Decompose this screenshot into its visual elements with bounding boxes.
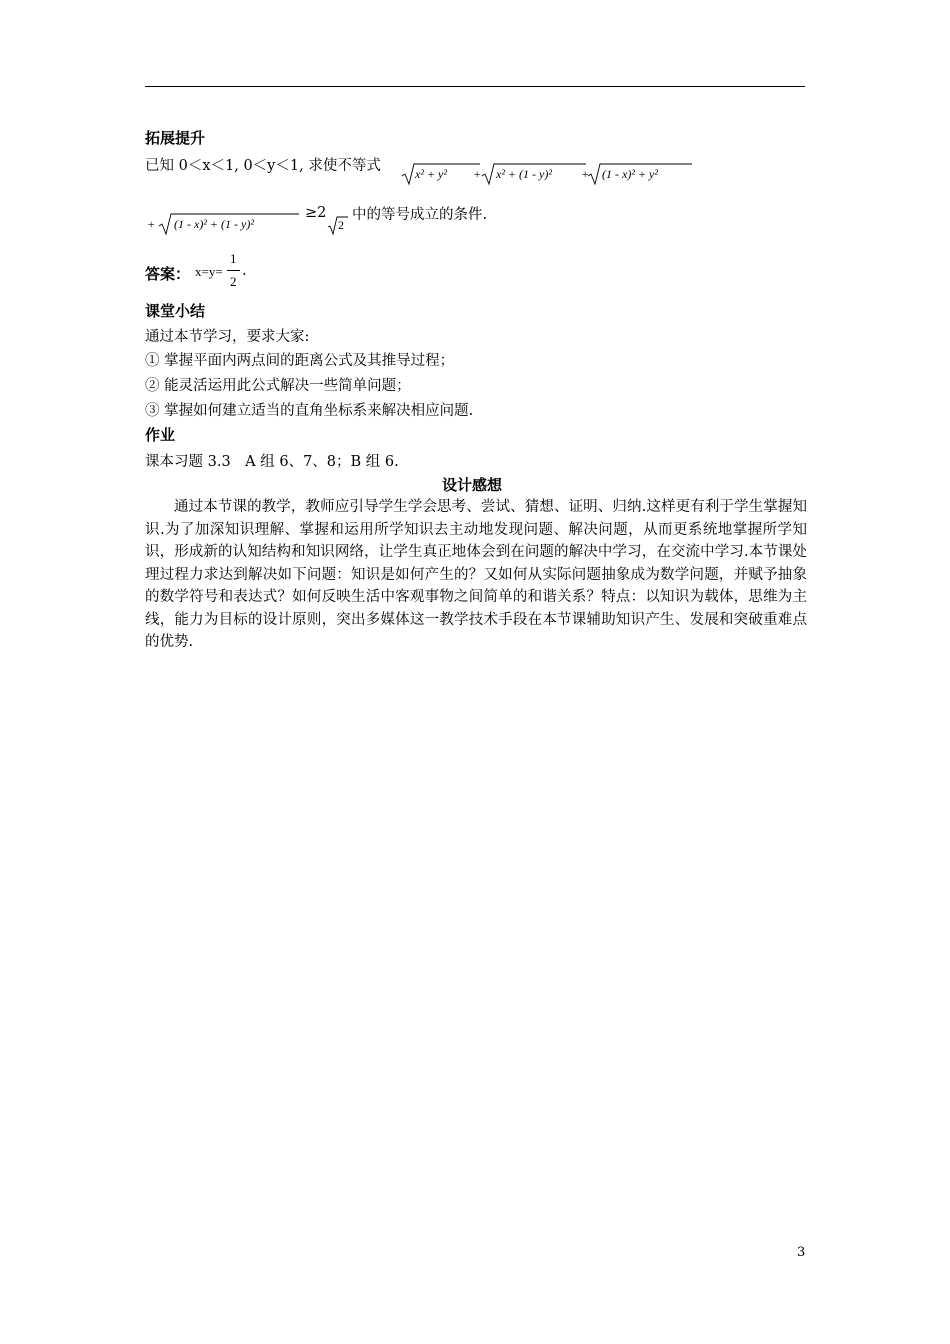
page-number: 3 bbox=[797, 1245, 806, 1260]
term4: (1 - x)² + (1 - y)² bbox=[174, 217, 254, 231]
plus-2: + bbox=[581, 167, 590, 181]
term2: x² + (1 - y)² bbox=[496, 167, 552, 181]
answer-value: x=y= bbox=[195, 264, 223, 279]
homework-heading: 作业 bbox=[145, 426, 176, 444]
summary-heading: 课堂小结 bbox=[145, 302, 206, 320]
design-heading: 设计感想 bbox=[442, 476, 503, 494]
extension-heading: 拓展提升 bbox=[145, 129, 206, 147]
term1: x² + y² bbox=[415, 167, 447, 181]
term3: (1 - x)² + y² bbox=[602, 167, 658, 181]
answer-label: 答案： bbox=[145, 265, 191, 283]
problem-suffix: 中的等号成立的条件. bbox=[352, 207, 488, 223]
summary-item: ③ 掌握如何建立适当的直角坐标系来解决相应问题. bbox=[145, 403, 474, 419]
design-body: 通过本节课的教学，教师应引导学生学会思考、尝试、猜想、证明、归纳.这样更有利于学生掌握知识.为了加深知识理解、掌握和运用所学知识去主动地发现问题、解决问题，从而更系统地掌握所学知识，形成新的认知结构和知识网络，让学生真正地体会到在问题的解决中学习，在交流中学习.本节课处理过程力求达到解决如下问题：知识是如何产生的？又如何从实际问题抽象成为数学问题，并赋予抽象的数学符号和表达式？如何反映生活中客观事物之间简单的和谐关系？特点：以知识为载体，思维为主线，能力为目标的设计原则，突出多媒体这一教学技术手段在本节课辅助知识产生、发展和突破重难点的优势. bbox=[145, 499, 807, 650]
answer-period: . bbox=[242, 263, 247, 279]
summary-intro: 通过本节学习，要求大家: bbox=[145, 329, 310, 345]
summary-item: ① 掌握平面内两点间的距离公式及其推导过程； bbox=[145, 353, 455, 369]
sqrt-two-value: 2 bbox=[338, 218, 344, 232]
homework-text: 课本习题 3.3 A 组 6、7、8；B 组 6. bbox=[145, 454, 399, 470]
fraction-bar bbox=[227, 270, 240, 271]
problem-prefix: 已知 0＜x＜1, 0＜y＜1, 求使不等式 bbox=[145, 158, 381, 174]
answer-denominator: 2 bbox=[230, 274, 237, 289]
summary-item: ② 能灵活运用此公式解决一些简单问题； bbox=[145, 378, 411, 394]
header-rule bbox=[145, 86, 805, 87]
plus-3: + bbox=[147, 217, 156, 231]
ge-two: ≥2 bbox=[305, 205, 327, 221]
plus-1: + bbox=[473, 167, 482, 181]
answer-numerator: 1 bbox=[230, 251, 237, 266]
